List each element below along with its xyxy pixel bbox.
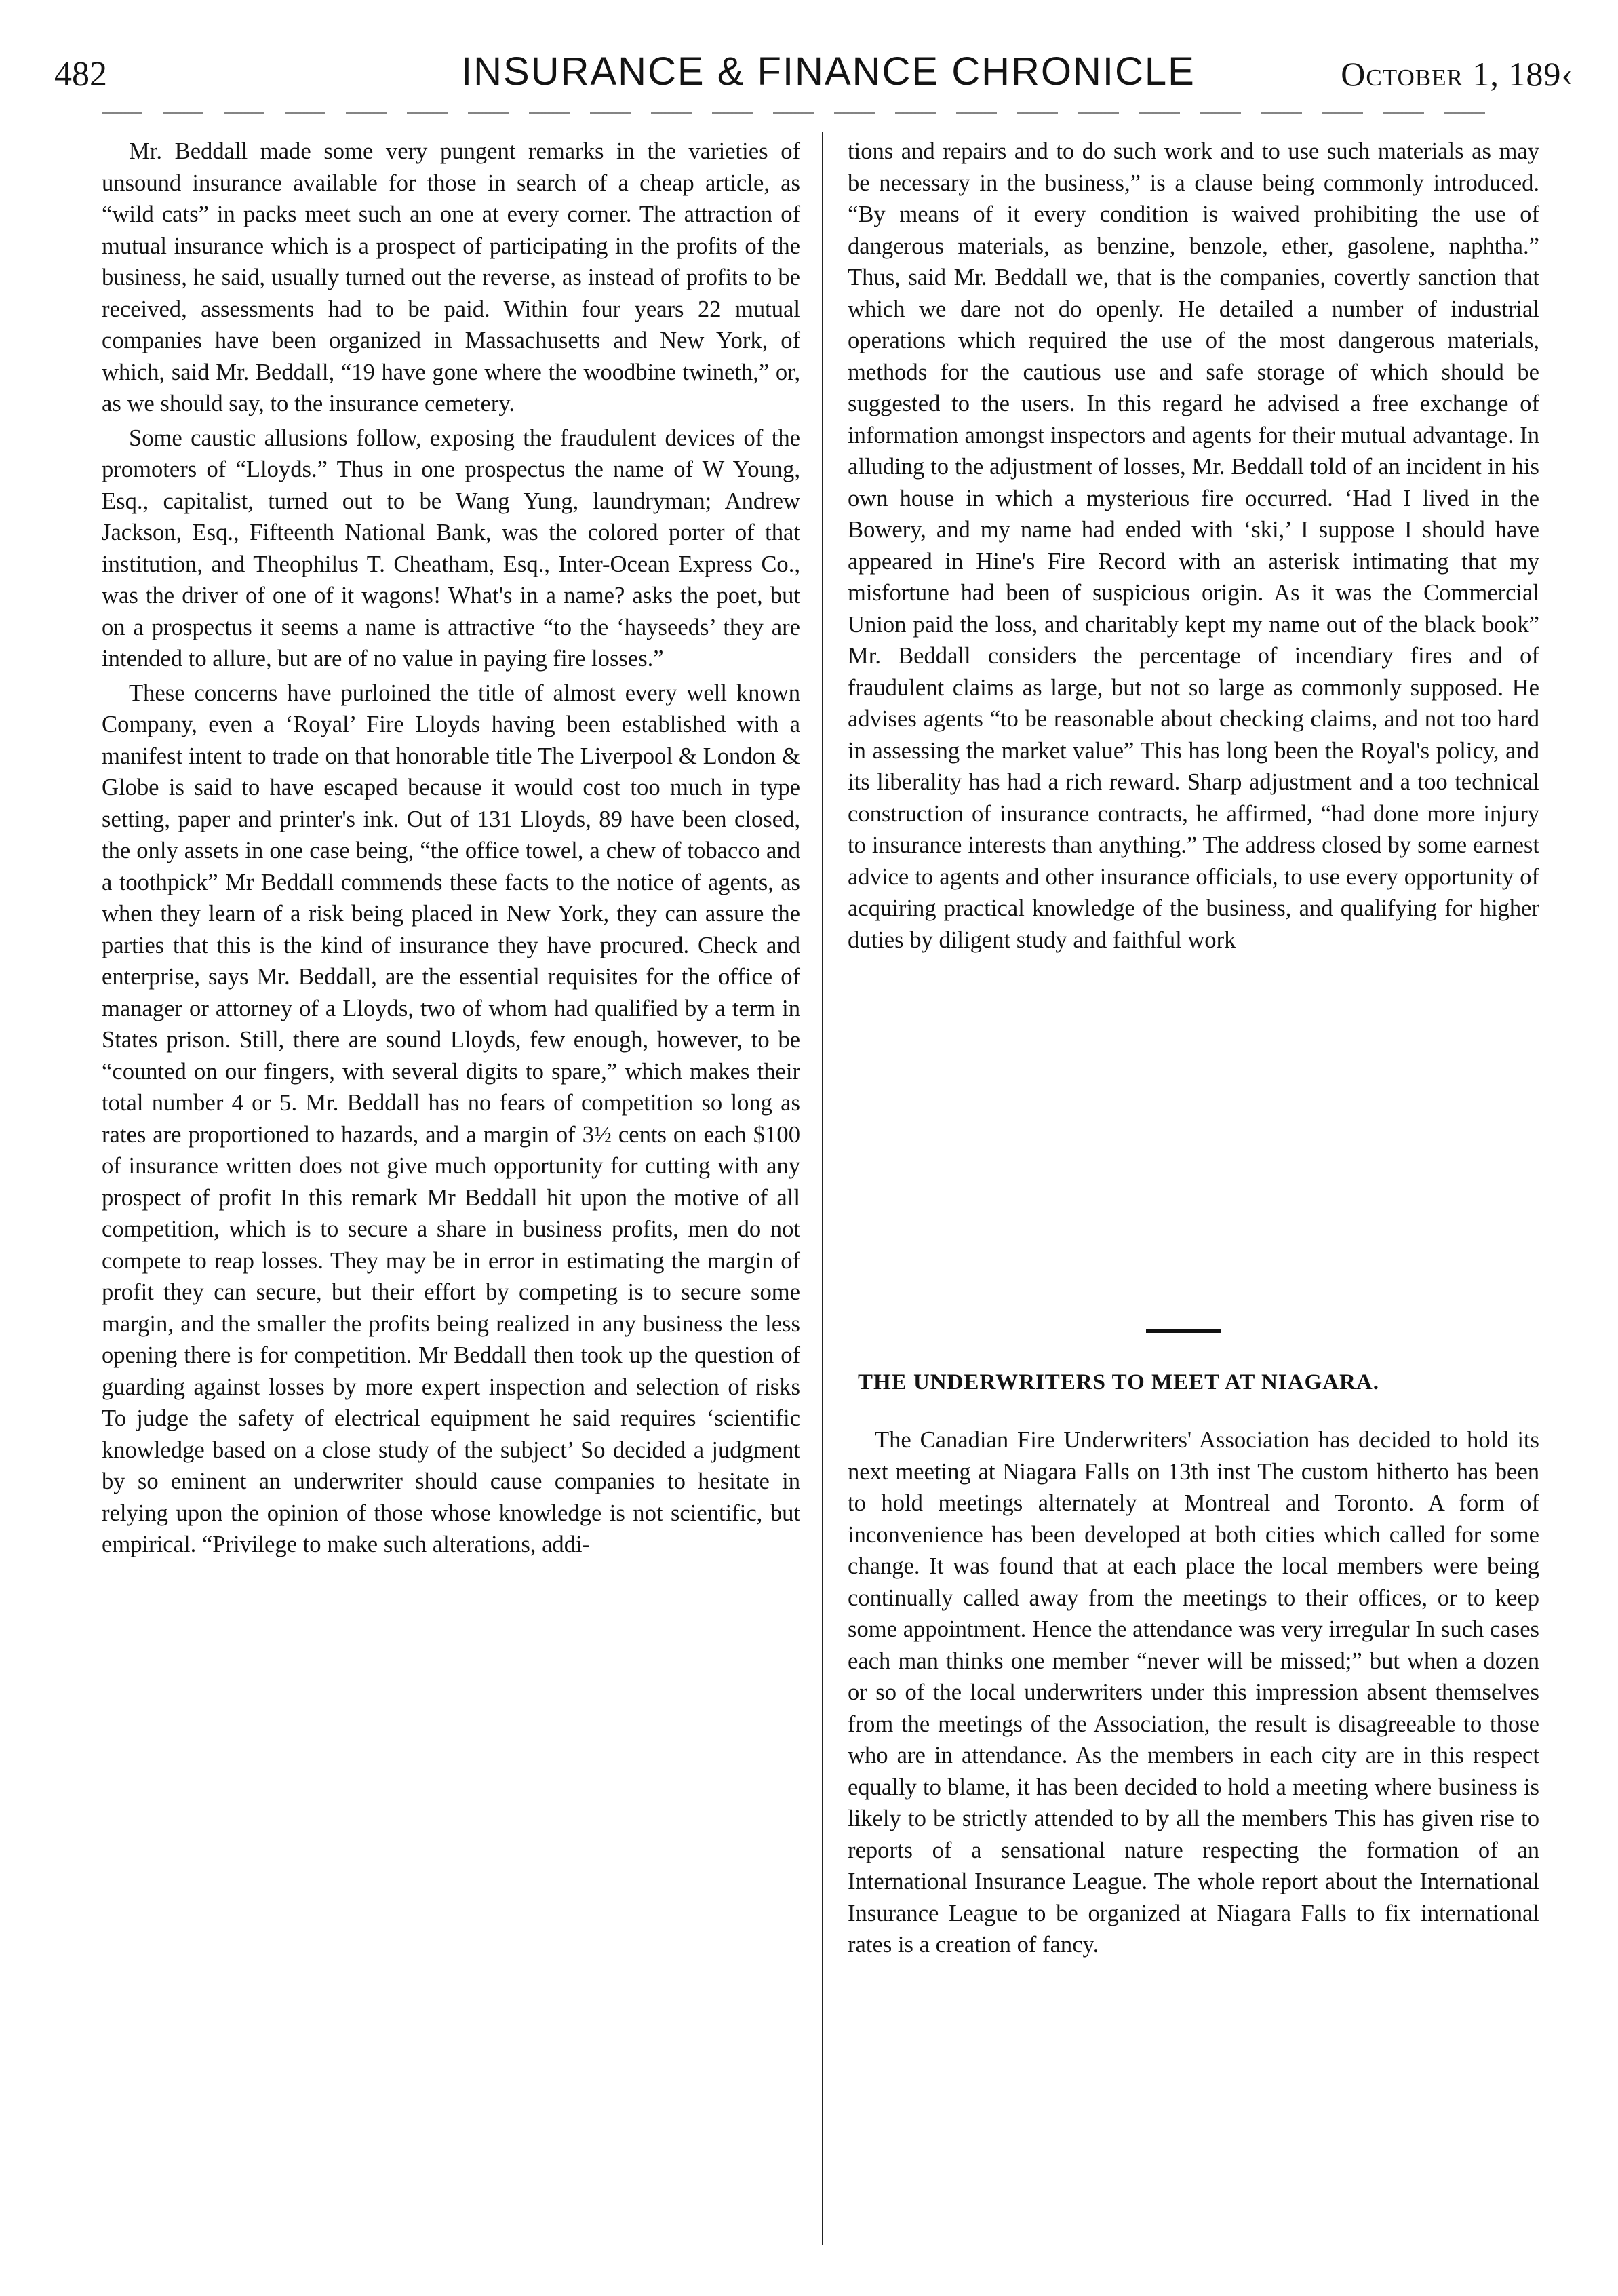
paragraph: Mr. Beddall made some very pungent remarks in the varieties of unsound insurance available for those in search of a cheap article, as “wild cats” in packs meet such an one at every corner. The attraction of mutual insurance which is a prospect of participating in the profits of the business, he said, usually turned out the reverse, as instead of profits to be received, assessments had to be paid. Within four years 22 mutual companies have been organized in Massachusetts and New York, of which, said Mr. Beddall, “19 have gone where the woodbine twineth,” or, as we should say, to the insurance cemetery. [102, 138, 800, 416]
column-divider [822, 132, 823, 2245]
page-number: 482 [54, 55, 107, 94]
right-column [848, 136, 1539, 956]
issue-date: October 1, 189‹ [1341, 55, 1573, 93]
left-column [102, 136, 800, 1561]
paragraph: tions and repairs and to do such work and to use such materials as may be necessary in the business,” is a clause being commonly introduced. “By means of it every condition is waived prohibiting the use of dangerous materials, as benzine, benzole, ether, gasolene, naphtha.” Thus, said Mr. Beddall we, that is the companies, covertly sanction that which we dare not do openly. He detailed a number of industrial operations which required the use of the most dangerous materials, methods for the cautious use and safe storage of which should be suggested to the users. In this regard he advised a free exchange of information amongst inspectors and agents for their mutual advantage. In alluding to the adjustment of losses, Mr. Beddall told of an incident in his own house in which a mysterious fire occurred. ‘Had I lived in the Bowery, and my name had ended with ‘ski,’ I suppose I should have appeared in Hine's Fire Record with an asterisk intimating that my misfortune had been of suspicious origin. As it was the Commercial Union paid the loss, and charitably kept my name out of the black book” Mr. Beddall considers the percentage of incendiary fires and of fraudulent claims as large, but not so large as commonly supposed. He advises agents “to be reasonable about checking claims, and not too hard in assessing the market value” This has long been the Royal's policy, and its liberality has had a rich reward. Sharp adjustment and a too technical construction of insurance contracts, he affirmed, “had done more injury to insurance interests than anything.” The address closed by some earnest advice to agents and other insurance officials, to use every opportunity of acquiring practical knowledge of the business, and qualifying for higher duties by diligent study and faithful work [848, 138, 1539, 953]
paragraph: The Canadian Fire Underwriters' Association has decided to hold its next meeting at Niagara Falls on 13th inst The custom hitherto has been to hold meetings alternately at Montreal and Toronto. A form of inconvenience has been developed at both cities which called for some change. It was found that at each place the local members were being continually called away from the meetings to their offices, or to keep some appointment. Hence the attendance was very irregular In such cases each man thinks one member “never will be missed;” but when a dozen or so of the local underwriters under this impression absent themselves from the meetings of the Association, the result is disagreeable to those who are in attendance. As the members in each city are in this respect equally to blame, it has been decided to hold a meeting where business is likely to be strictly attended to by all the members This has given rise to reports of a sensational nature respecting the formation of an International Insurance League. The whole report about the International Insurance League to be organized at Niagara Falls to fix international rates is a creation of fancy. [848, 1427, 1539, 1958]
publication-title: INSURANCE & FINANCE CHRONICLE [461, 50, 1196, 94]
page-header [54, 49, 1573, 103]
header-rule [102, 112, 1492, 114]
section-body [848, 1424, 1539, 1961]
paragraph: These concerns have purloined the title of almost every well known Company, even a ‘Royal’ Fire Lloyds having been established with a manifest intent to trade on that honorable title The Liverpool & London & Globe is said to have escaped because it would cost too much in type setting, paper and printer's ink. Out of 131 Lloyds, 89 have been closed, the only assets in one case being, “the office towel, a chew of tobacco and a toothpick” Mr Beddall commends these facts to the notice of agents, as when they learn of a risk being placed in New York, they can assure the parties that this is the kind of insurance they have procured. Check and enterprise, says Mr. Beddall, are the essential requisites for the office of manager or attorney of a Lloyds, two of whom had qualified by a term in States prison. Still, there are sound Lloyds, few enough, however, to be “counted on our fingers, with several digits to spare,” which makes their total number 4 or 5. Mr. Beddall has no fears of competition so long as rates are proportioned to hazards, and a margin of 3½ cents on each $100 of insurance written does not give much opportunity for cutting with any prospect of profit In this remark Mr Beddall hit upon the motive of all competition, which is to secure a share in business profits, men do not compete to reap losses. They may be in error in estimating the margin of profit they can secure, but their effort by competing is to secure some margin, and the smaller the profits being realized in any business the less opening there is for competition. Mr Beddall then took up the question of guarding against losses by more expert inspection and selection of risks To judge the safety of electrical equipment he said requires ‘scientific knowledge based on a close study of the subject’ So decided a judgment by so eminent an underwriter should cause companies to hesitate in relying upon the opinion of those whose knowledge is not scientific, but empirical. “Privilege to make such alterations, addi- [102, 680, 800, 1557]
section-rule [1146, 1329, 1221, 1333]
paragraph: Some caustic allusions follow, exposing the fraudulent devices of the promoters of “Lloyds.” Thus in one prospectus the name of W Young, Esq., capitalist, turned out to be Wang Yung, laundryman; Andrew Jackson, Esq., Fifteenth National Bank, was the colored porter of that institution, and Theophilus T. Cheatham, Esq., Inter-Ocean Express Co., was the driver of one of it wagons! What's in a name? asks the poet, but on a prospectus it seems a name is attractive “to the ‘hayseeds’ they are intended to allure, but are of no value in paying fire losses.” [102, 425, 800, 672]
section-heading: THE UNDERWRITERS TO MEET AT NIAGARA. [858, 1370, 1379, 1395]
